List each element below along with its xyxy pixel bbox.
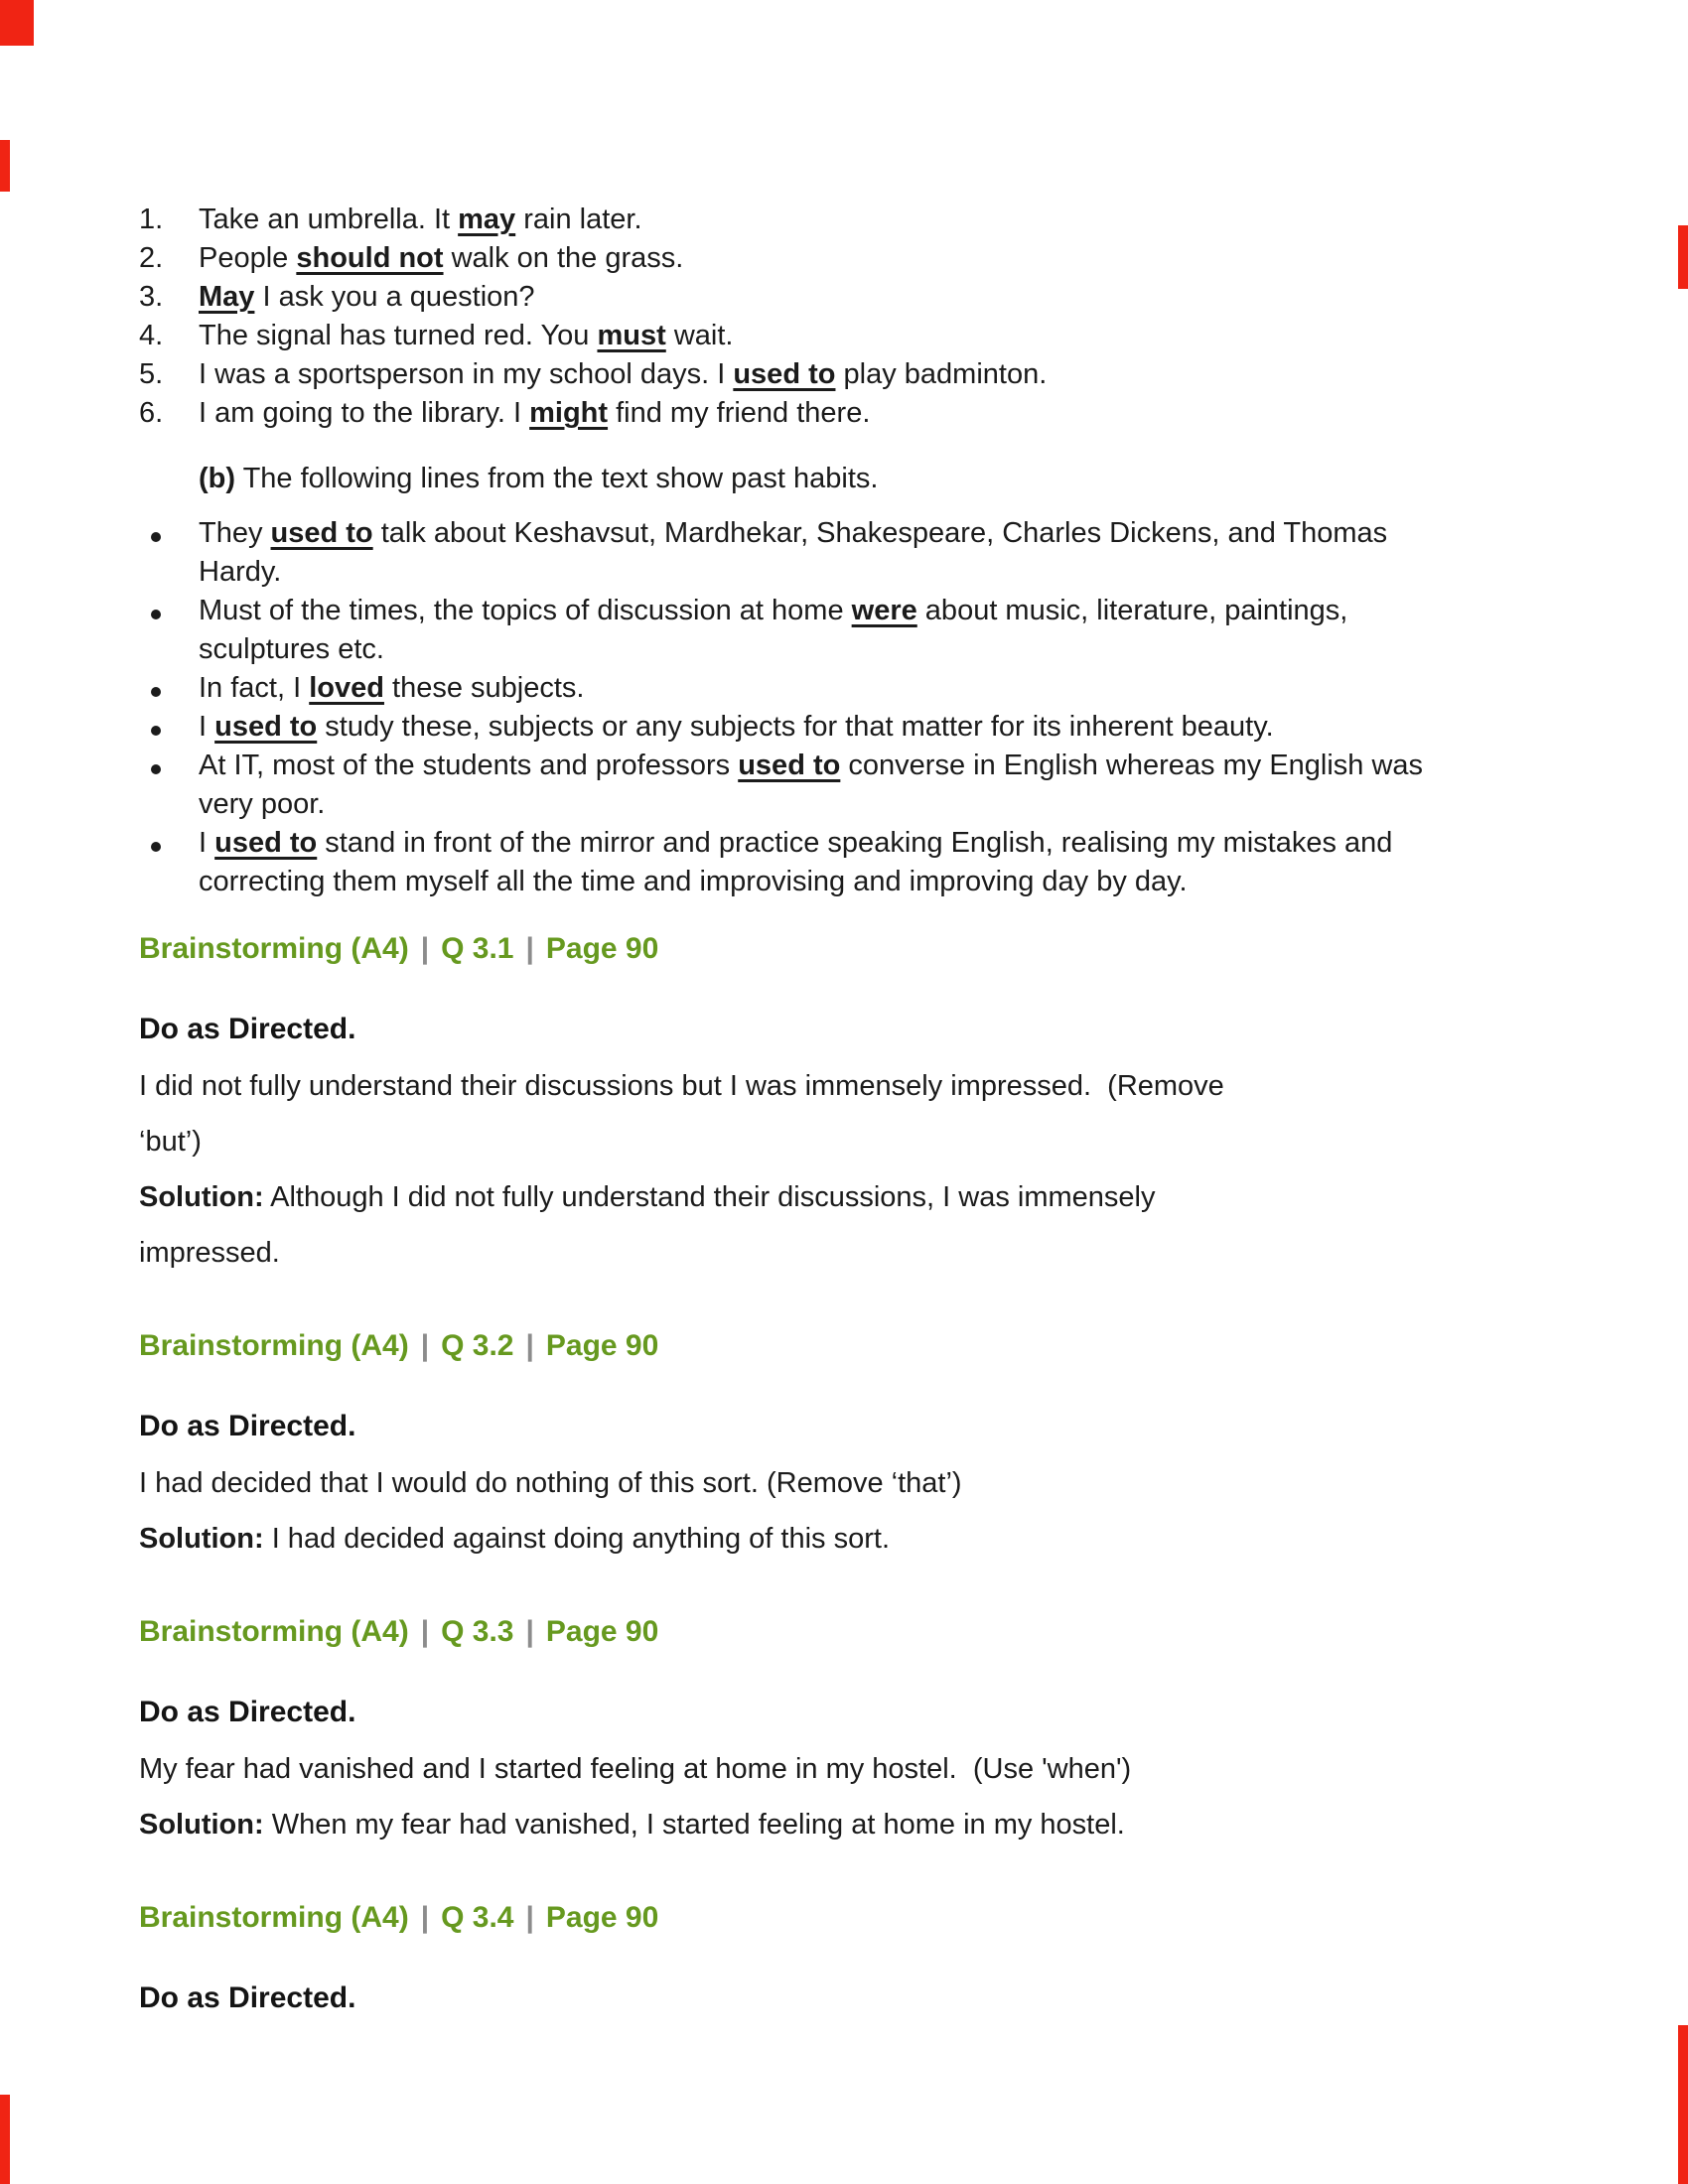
scan-artifact-right	[1678, 225, 1688, 289]
bullet-icon	[151, 726, 161, 736]
list-number: 6.	[139, 397, 164, 429]
bullet-item	[139, 592, 1470, 669]
bullet-cell	[139, 514, 199, 592]
bullet-item	[139, 824, 1470, 901]
bullet-item	[139, 747, 1470, 824]
list-item	[139, 394, 1470, 433]
list-text	[199, 394, 1470, 433]
sentence-text: Must of the times, the topics of discussion at home	[199, 595, 852, 626]
sentence-text: I	[199, 711, 215, 743]
question-text-line: My fear had vanished and I started feeling at home in my hostel. (Use 'when')	[139, 1753, 1132, 1785]
sentence-text: They	[199, 517, 271, 549]
sentence-text: walk on the grass.	[443, 242, 684, 274]
modal-keyword: must	[597, 320, 666, 351]
scan-artifact-top-left	[0, 0, 34, 46]
exercise-heading	[139, 1328, 1470, 1364]
question-text-line: I had decided that I would do nothing of this sort. (Remove ‘that’)	[139, 1467, 962, 1499]
bullet-item	[139, 514, 1470, 592]
sentence-text: I ask you a question?	[254, 281, 535, 313]
sentence-text: In fact, I	[199, 672, 310, 704]
bullet-cell	[139, 747, 199, 824]
exercise-title: Brainstorming (A4)	[139, 932, 409, 965]
modal-keyword: May	[199, 281, 255, 313]
sentence-text: Take an umbrella. It	[199, 204, 459, 235]
bullet-icon	[151, 687, 161, 697]
question-ref: Q 3.4	[441, 1901, 514, 1934]
do-as-directed-heading: Do as Directed.	[139, 1696, 356, 1728]
past-habit-keyword: used to	[738, 750, 841, 781]
list-item	[139, 239, 1470, 278]
list-number: 2.	[139, 242, 164, 274]
past-habit-keyword: used to	[214, 827, 318, 859]
past-habits-intro	[199, 460, 1470, 498]
sentence-text: The signal has turned red. You	[199, 320, 598, 351]
sentence-text: I was a sportsperson in my school days. I	[199, 358, 734, 390]
past-habits-list	[139, 514, 1470, 901]
solution-text: I had decided against doing anything of this sort.	[263, 1523, 891, 1555]
sentence-text: At IT, most of the students and professors	[199, 750, 739, 781]
pipe-separator: |	[420, 1615, 430, 1648]
question-block	[139, 1058, 1470, 1281]
scan-artifact-bottom-left	[0, 2095, 10, 2184]
pipe-separator: |	[420, 1329, 430, 1362]
sentence-text: find my friend there.	[608, 397, 871, 429]
list-number: 4.	[139, 320, 164, 351]
exercise-section	[139, 1614, 1470, 1852]
question-ref: Q 3.3	[441, 1615, 514, 1648]
bullet-cell	[139, 669, 199, 708]
question-text-line: I did not fully understand their discussions but I was immensely impressed. (Remove	[139, 1070, 1224, 1102]
question-ref: Q 3.1	[441, 932, 514, 965]
sentence-text: talk about Keshavsut, Mardhekar, Shakespeare, Charles Dickens, and Thomas Hardy.	[199, 517, 1388, 588]
exercise-section	[139, 931, 1470, 1281]
scan-artifact-bottom-right	[1678, 2025, 1688, 2184]
sentence-text: I	[199, 827, 215, 859]
list-text	[199, 201, 1470, 239]
bullet-item	[139, 669, 1470, 708]
solution-text-line	[139, 1797, 1470, 1852]
pipe-separator: |	[420, 1901, 430, 1934]
intro-text: The following lines from the text show past habits.	[235, 463, 879, 494]
sentence-text: converse in English whereas my English was very poor.	[199, 750, 1424, 820]
page-ref: Page 90	[545, 1329, 659, 1362]
bullet-text	[199, 669, 1470, 708]
pipe-separator: |	[525, 932, 534, 965]
bullet-item	[139, 708, 1470, 747]
modal-keyword: should not	[296, 242, 444, 274]
bullet-text	[199, 592, 1470, 669]
bullet-text	[199, 747, 1470, 824]
sentence-text: rain later.	[515, 204, 642, 235]
sentence-text: I am going to the library. I	[199, 397, 530, 429]
past-habit-keyword: used to	[214, 711, 318, 743]
solution-text-line	[139, 1169, 1470, 1225]
pipe-separator: |	[525, 1615, 534, 1648]
bullet-icon	[151, 532, 161, 542]
list-number: 3.	[139, 281, 164, 313]
bullet-icon	[151, 842, 161, 852]
pipe-separator: |	[525, 1901, 534, 1934]
bullet-icon	[151, 610, 161, 619]
do-as-directed-heading: Do as Directed.	[139, 1013, 356, 1045]
sentence-text: study these, subjects or any subjects for that matter for its inherent beauty.	[317, 711, 1274, 743]
exercise-heading	[139, 931, 1470, 967]
list-item	[139, 317, 1470, 355]
scan-artifact-left	[0, 140, 10, 192]
modal-examples-list	[139, 201, 1470, 433]
past-habit-keyword: loved	[309, 672, 384, 704]
sentence-text: these subjects.	[383, 672, 585, 704]
question-block	[139, 1741, 1470, 1852]
list-item	[139, 278, 1470, 317]
list-text	[199, 239, 1470, 278]
pipe-separator: |	[420, 932, 430, 965]
list-text	[199, 317, 1470, 355]
exercise-heading	[139, 1900, 1470, 1936]
page-ref: Page 90	[545, 1901, 659, 1934]
list-number: 5.	[139, 358, 164, 390]
page-ref: Page 90	[545, 932, 659, 965]
bullet-cell	[139, 824, 199, 901]
exercise-section	[139, 1328, 1470, 1567]
intro-label: (b)	[199, 463, 236, 494]
bullet-cell	[139, 592, 199, 669]
question-text-line: ‘but’)	[139, 1126, 202, 1158]
modal-keyword: might	[529, 397, 609, 429]
bullet-icon	[151, 764, 161, 774]
question-ref: Q 3.2	[441, 1329, 514, 1362]
bullet-cell	[139, 708, 199, 747]
solution-text-line	[139, 1511, 1470, 1567]
modal-keyword: used to	[733, 358, 836, 390]
solution-label: Solution:	[139, 1181, 264, 1213]
modal-keyword: may	[458, 204, 516, 235]
sentence-text: about music, literature, paintings, sculptures etc.	[199, 595, 1348, 665]
solution-text: Although I did not fully understand their discussions, I was immensely	[263, 1181, 1156, 1213]
do-as-directed-heading: Do as Directed.	[139, 1981, 356, 2014]
bullet-text	[199, 708, 1470, 747]
page-ref: Page 90	[545, 1615, 659, 1648]
question-block	[139, 1455, 1470, 1567]
list-item	[139, 201, 1470, 239]
list-item	[139, 355, 1470, 394]
sentence-text: stand in front of the mirror and practice speaking English, realising my mistakes and correcting them myself all the time and improvising and improving day by day.	[199, 827, 1393, 897]
exercise-title: Brainstorming (A4)	[139, 1901, 409, 1934]
exercise-section	[139, 1900, 1470, 2015]
solution-text: When my fear had vanished, I started feeling at home in my hostel.	[263, 1809, 1125, 1841]
past-habit-keyword: were	[851, 595, 917, 626]
exercise-heading	[139, 1614, 1470, 1650]
bullet-text	[199, 514, 1470, 592]
page-content	[139, 201, 1470, 2015]
past-habit-keyword: used to	[270, 517, 373, 549]
list-number: 1.	[139, 204, 164, 235]
exercise-title: Brainstorming (A4)	[139, 1329, 409, 1362]
pipe-separator: |	[525, 1329, 534, 1362]
list-text	[199, 355, 1470, 394]
solution-text-line: impressed.	[139, 1237, 280, 1269]
sentence-text: wait.	[665, 320, 734, 351]
solution-label: Solution:	[139, 1523, 264, 1555]
exercise-title: Brainstorming (A4)	[139, 1615, 409, 1648]
sentence-text: People	[199, 242, 297, 274]
solution-label: Solution:	[139, 1809, 264, 1841]
bullet-text	[199, 824, 1470, 901]
list-text	[199, 278, 1470, 317]
do-as-directed-heading: Do as Directed.	[139, 1410, 356, 1442]
sentence-text: play badminton.	[835, 358, 1048, 390]
